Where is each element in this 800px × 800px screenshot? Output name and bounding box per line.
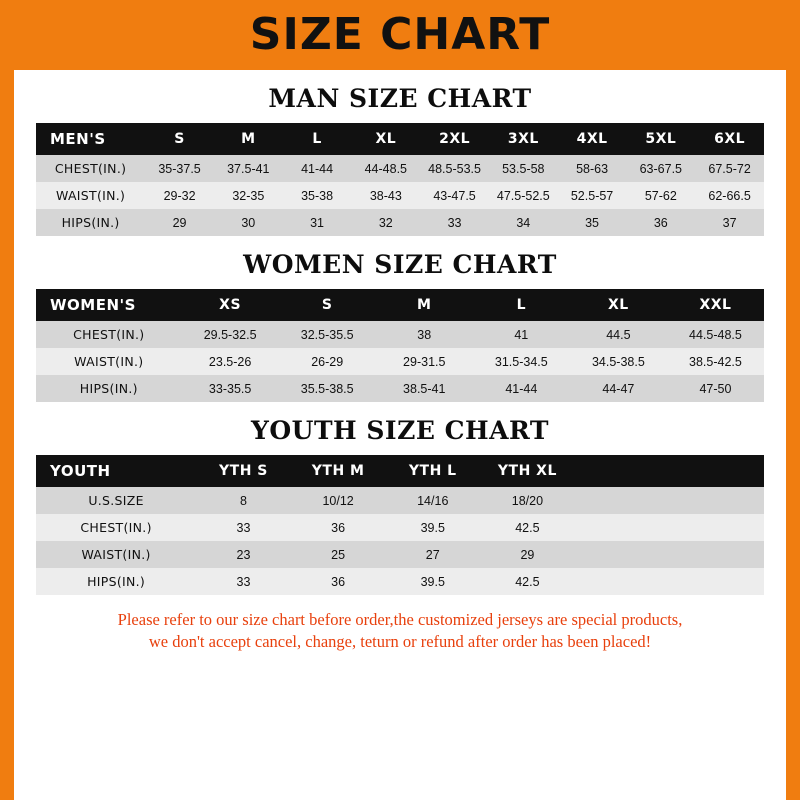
- men-col-header: 3XL: [489, 123, 558, 155]
- footer-line-1: Please refer to our size chart before order,the customized jerseys are special products,: [117, 610, 683, 629]
- men-cell: 44-48.5: [351, 155, 420, 182]
- youth-cell: 33: [196, 568, 291, 595]
- men-cell: 48.5-53.5: [420, 155, 489, 182]
- women-cell: 38: [376, 321, 473, 348]
- women-col-header: XS: [182, 289, 279, 321]
- table-row: [36, 321, 764, 348]
- men-col-header: S: [145, 123, 214, 155]
- table-header-row: [36, 289, 764, 321]
- men-cell: 36: [626, 209, 695, 236]
- youth-cell-empty: [575, 568, 670, 595]
- youth-row-label: CHEST(IN.): [36, 514, 196, 541]
- women-col-header: XXL: [667, 289, 764, 321]
- women-cell: 29.5-32.5: [182, 321, 279, 348]
- men-cell: 31: [283, 209, 352, 236]
- men-cell: 34: [489, 209, 558, 236]
- women-cell: 26-29: [279, 348, 376, 375]
- youth-cell: 23: [196, 541, 291, 568]
- chart-content: [14, 84, 786, 654]
- youth-cell: 42.5: [480, 514, 575, 541]
- men-cell: 29-32: [145, 182, 214, 209]
- men-row-label: WAIST(IN.): [36, 182, 145, 209]
- table-header-row: [36, 123, 764, 155]
- youth-row-label: HIPS(IN.): [36, 568, 196, 595]
- table-row: [36, 182, 764, 209]
- women-cell: 38.5-41: [376, 375, 473, 402]
- table-row: [36, 568, 764, 595]
- men-cell: 63-67.5: [626, 155, 695, 182]
- women-cell: 33-35.5: [182, 375, 279, 402]
- men-cell: 43-47.5: [420, 182, 489, 209]
- section-title-youth: YOUTH SIZE CHART: [251, 416, 549, 445]
- youth-cell: 36: [291, 514, 386, 541]
- men-cell: 32-35: [214, 182, 283, 209]
- page-title: SIZE CHART: [249, 9, 551, 60]
- men-row-label: CHEST(IN.): [36, 155, 145, 182]
- men-cell: 35-37.5: [145, 155, 214, 182]
- youth-cell-empty: [669, 568, 764, 595]
- men-cell: 62-66.5: [695, 182, 764, 209]
- youth-row-label: U.S.SIZE: [36, 487, 196, 514]
- header-banner: [0, 0, 800, 70]
- men-cell: 35: [558, 209, 627, 236]
- youth-col-header: YTH XL: [480, 455, 575, 487]
- men-col-header: L: [283, 123, 352, 155]
- youth-corner-label: YOUTH: [36, 455, 196, 487]
- women-col-header: XL: [570, 289, 667, 321]
- women-row-label: CHEST(IN.): [36, 321, 182, 348]
- men-cell: 37: [695, 209, 764, 236]
- youth-col-header: YTH M: [291, 455, 386, 487]
- youth-cell-empty: [669, 541, 764, 568]
- men-col-header: 6XL: [695, 123, 764, 155]
- women-row-label: WAIST(IN.): [36, 348, 182, 375]
- table-row: [36, 514, 764, 541]
- youth-cell: 36: [291, 568, 386, 595]
- youth-cell: 18/20: [480, 487, 575, 514]
- section-title-women: WOMEN SIZE CHART: [243, 250, 557, 279]
- youth-cell-empty: [575, 487, 670, 514]
- men-col-header: 5XL: [626, 123, 695, 155]
- women-cell: 29-31.5: [376, 348, 473, 375]
- men-col-header: M: [214, 123, 283, 155]
- men-cell: 52.5-57: [558, 182, 627, 209]
- men-cell: 47.5-52.5: [489, 182, 558, 209]
- youth-cell: 25: [291, 541, 386, 568]
- women-cell: 23.5-26: [182, 348, 279, 375]
- men-cell: 41-44: [283, 155, 352, 182]
- women-col-header: M: [376, 289, 473, 321]
- youth-cell: 39.5: [385, 514, 480, 541]
- youth-cell: 8: [196, 487, 291, 514]
- table-row: [36, 375, 764, 402]
- women-cell: 31.5-34.5: [473, 348, 570, 375]
- women-corner-label: WOMEN'S: [36, 289, 182, 321]
- women-cell: 41-44: [473, 375, 570, 402]
- men-size-table: [36, 123, 764, 236]
- men-col-header: XL: [351, 123, 420, 155]
- youth-cell-empty: [669, 487, 764, 514]
- men-cell: 29: [145, 209, 214, 236]
- men-cell: 57-62: [626, 182, 695, 209]
- youth-cell: 27: [385, 541, 480, 568]
- women-cell: 47-50: [667, 375, 764, 402]
- youth-cell: 42.5: [480, 568, 575, 595]
- men-corner-label: MEN'S: [36, 123, 145, 155]
- youth-col-header-empty: [575, 455, 670, 487]
- youth-cell: 39.5: [385, 568, 480, 595]
- women-col-header: L: [473, 289, 570, 321]
- youth-row-label: WAIST(IN.): [36, 541, 196, 568]
- table-row: [36, 541, 764, 568]
- men-cell: 32: [351, 209, 420, 236]
- youth-col-header: YTH L: [385, 455, 480, 487]
- youth-cell: 29: [480, 541, 575, 568]
- men-cell: 30: [214, 209, 283, 236]
- women-cell: 44.5: [570, 321, 667, 348]
- women-col-header: S: [279, 289, 376, 321]
- table-header-row: [36, 455, 764, 487]
- footer-line-2: we don't accept cancel, change, teturn or refund after order has been placed!: [148, 632, 652, 652]
- men-cell: 35-38: [283, 182, 352, 209]
- men-cell: 38-43: [351, 182, 420, 209]
- women-row-label: HIPS(IN.): [36, 375, 182, 402]
- women-cell: 41: [473, 321, 570, 348]
- women-cell: 38.5-42.5: [667, 348, 764, 375]
- men-col-header: 2XL: [420, 123, 489, 155]
- section-title-men: MAN SIZE CHART: [268, 84, 532, 113]
- men-cell: 58-63: [558, 155, 627, 182]
- women-size-table: [36, 289, 764, 402]
- youth-cell-empty: [669, 514, 764, 541]
- men-row-label: HIPS(IN.): [36, 209, 145, 236]
- youth-cell: 33: [196, 514, 291, 541]
- table-row: [36, 155, 764, 182]
- women-cell: 44.5-48.5: [667, 321, 764, 348]
- women-cell: 34.5-38.5: [570, 348, 667, 375]
- youth-size-table: [36, 455, 764, 595]
- youth-col-header: YTH S: [196, 455, 291, 487]
- men-cell: 33: [420, 209, 489, 236]
- women-cell: 35.5-38.5: [279, 375, 376, 402]
- table-row: [36, 487, 764, 514]
- men-cell: 67.5-72: [695, 155, 764, 182]
- youth-cell: 14/16: [385, 487, 480, 514]
- youth-cell: 10/12: [291, 487, 386, 514]
- table-row: [36, 348, 764, 375]
- table-row: [36, 209, 764, 236]
- men-cell: 53.5-58: [489, 155, 558, 182]
- youth-cell-empty: [575, 514, 670, 541]
- youth-cell-empty: [575, 541, 670, 568]
- women-cell: 44-47: [570, 375, 667, 402]
- women-cell: 32.5-35.5: [279, 321, 376, 348]
- footer-disclaimer: [36, 609, 764, 654]
- men-col-header: 4XL: [558, 123, 627, 155]
- youth-col-header-empty: [669, 455, 764, 487]
- men-cell: 37.5-41: [214, 155, 283, 182]
